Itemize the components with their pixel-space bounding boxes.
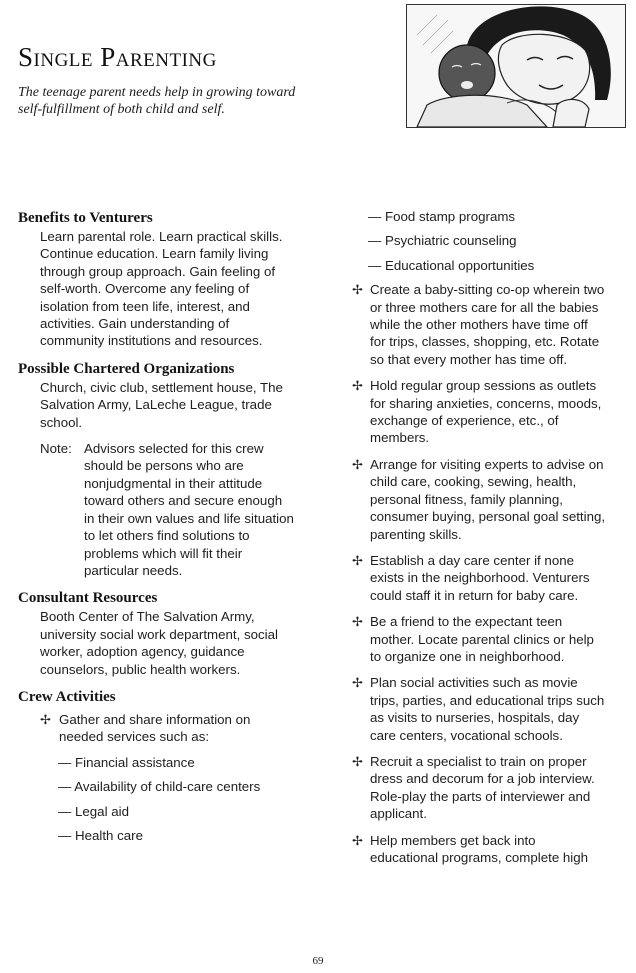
list-item: — Health care — [58, 827, 143, 843]
activity-text: Create a baby-sitting co-op wherein two or three mothers care for all the babies while the other mothers have time off for trips, classes, shopping, etc. Rotate so that every mother has time off. — [370, 282, 605, 367]
mother-and-baby-icon — [407, 5, 625, 127]
list-item — [352, 753, 606, 823]
advisor-note — [18, 440, 296, 579]
activity-text: Arrange for visiting experts to advise on child care, cooking, sewing, health, personal fitness, family planning, consumer buying, personal goal setting, parenting skills. — [370, 456, 606, 542]
bullet-icon: ✢ — [352, 282, 363, 298]
note-label: Note: — [40, 441, 72, 457]
list-item — [352, 377, 606, 447]
activity-text: Gather and share information on needed services such as: — [59, 711, 251, 745]
page-number: 69 — [312, 955, 324, 967]
activity-text: Hold regular group sessions as outlets for sharing anxieties, concerns, moods, exchange of experience, etc., of members. — [370, 378, 602, 446]
list-item: — Availability of child-care centers — [58, 779, 261, 795]
list-item: — Psychiatric counseling — [368, 233, 517, 249]
bullet-icon: ✢ — [352, 552, 363, 568]
page-subtitle: The teenage parent needs help in growing toward self-fulfillment of both child and self. — [18, 85, 296, 117]
organizations-text: Church, civic club, settlement house, The Salvation Army, LaLeche League, trade school. — [40, 379, 283, 430]
activities-list — [352, 281, 606, 866]
activities-heading: Crew Activities — [18, 688, 116, 705]
bullet-icon: ✢ — [352, 614, 363, 630]
consultants-text: Booth Center of The Salvation Army, university social work department, social worker, adoption agency, guidance counselors, public health workers. — [40, 609, 278, 677]
list-item — [352, 552, 606, 604]
bullet-icon: ✢ — [352, 675, 363, 691]
page-title: Single Parenting — [18, 42, 217, 72]
benefits-heading: Benefits to Venturers — [18, 210, 153, 226]
activities-list-start — [18, 711, 296, 746]
bullet-icon: ✢ — [40, 711, 51, 727]
activity-text: Be a friend to the expectant teen mother. Locate parental clinics or help to organize one in neighborhood. — [370, 614, 594, 664]
list-item — [40, 711, 296, 746]
activity-text: Recruit a specialist to train on proper dress and decorum for a job interview. Role-play the parts of interviewer and applicant. — [370, 753, 595, 822]
note-text: Advisors selected for this crew should be persons who are nonjudgmental in their attitude toward others and secure enough in their own values and life situation to let others find solutions to problems which will fit their particular needs. — [84, 441, 294, 578]
left-column — [18, 208, 296, 851]
services-list-left — [18, 754, 296, 845]
mother-and-baby-illustration — [406, 4, 626, 128]
activity-text: Plan social activities such as movie trips, parties, and educational trips such as visits to nurseries, hospitals, day care centers, vocational schools. — [370, 675, 605, 743]
activity-text: Establish a day care center if none exists in the neighborhood. Venturers could staff it in return for baby care. — [370, 552, 590, 603]
activity-text: Help members get back into educational programs, complete high — [370, 832, 589, 865]
right-column — [352, 208, 606, 875]
list-item: — Food stamp programs — [368, 209, 516, 224]
services-list-right — [352, 208, 606, 274]
list-item: — Educational opportunities — [368, 257, 535, 273]
bullet-icon: ✢ — [352, 832, 363, 848]
bullet-icon: ✢ — [352, 456, 363, 472]
bullet-icon: ✢ — [352, 753, 363, 769]
organizations-heading: Possible Chartered Organizations — [18, 360, 235, 377]
list-item — [352, 832, 606, 867]
benefits-text: Learn parental role. Learn practical skills. Continue education. Learn family living through group approach. Gain feeling of self-worth. Overcome any feeling of isolation from teen life, interest, and activities. Gain understanding of community institutions and resources. — [40, 229, 283, 349]
consultants-heading: Consultant Resources — [18, 590, 158, 607]
list-item — [352, 456, 606, 543]
list-item: — Financial assistance — [58, 754, 195, 770]
list-item — [352, 281, 606, 368]
list-item — [352, 613, 606, 665]
list-item: — Legal aid — [58, 803, 129, 819]
list-item — [352, 674, 606, 744]
bullet-icon: ✢ — [352, 378, 363, 394]
